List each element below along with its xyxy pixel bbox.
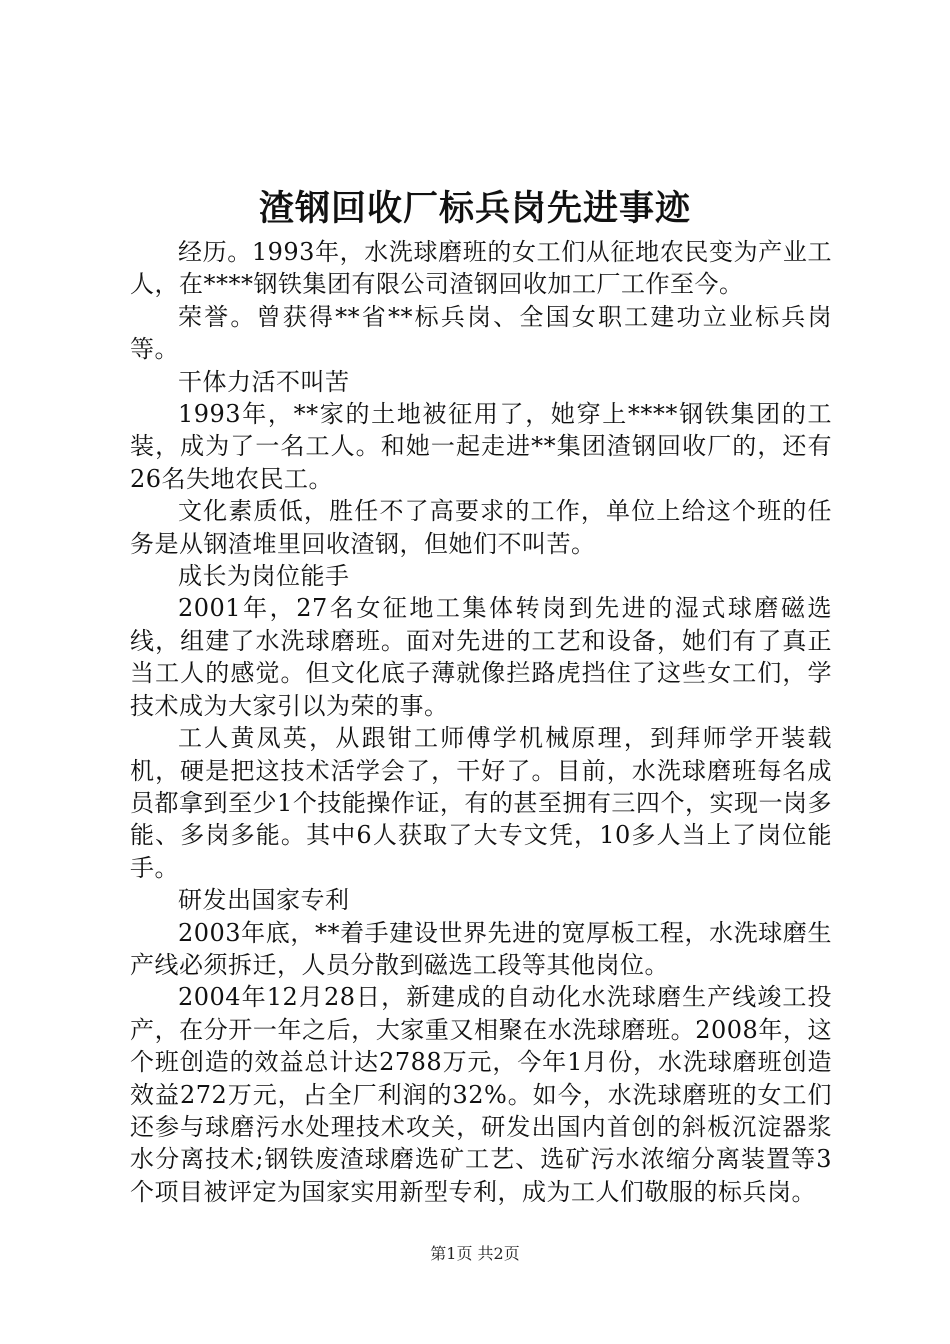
- section-heading-hard-work: 干体力活不叫苦: [178, 367, 350, 396]
- section-heading-growth: 成长为岗位能手: [178, 562, 350, 591]
- paragraph-2001: 2001年，27名女征地工集体转岗到先进的湿式球磨磁选线，组建了水洗球磨班。面对先进的工艺和设备，她们有了真正当工人的感觉。但文化底子薄就像拦路虎挡住了这些女工们，学技术成为大家引以为荣的事。: [130, 594, 832, 720]
- paragraph-huang-fengying: 工人黄凤英，从跟钳工师傅学机械原理，到拜师学开装载机，硬是把这技术活学会了，干好了。目前，水洗球磨班每名成员都拿到至少1个技能操作证，有的甚至拥有三四个，实现一岗多能、多岗多能。其中6人获取了大专文凭，10多人当上了岗位能手。: [130, 724, 832, 882]
- section-heading-patents: 研发出国家专利: [178, 886, 350, 915]
- document-body: [130, 236, 832, 1208]
- paragraph-experience: 经历。1993年，水洗球磨班的女工们从征地农民变为产业工人，在****钢铁集团有限公司渣钢回收加工厂工作至今。: [130, 238, 832, 299]
- page-number-footer: 第1页 共2页: [430, 1244, 520, 1263]
- paragraph-2004: 2004年12月28日，新建成的自动化水洗球磨生产线竣工投产，在分开一年之后，大家重又相聚在水洗球磨班。2008年，这个班创造的效益总计达2788万元，今年1月份，水洗球磨班创造效益272万元，占全厂利润的32%。如今，水洗球磨班的女工们还参与球磨污水处理技术攻关，研发出国内首创的斜板沉淀器浆水分离技术;钢铁废渣球磨选矿工艺、选矿污水浓缩分离装置等3个项目被评定为国家实用新型专利，成为工人们敬服的标兵岗。: [130, 983, 832, 1206]
- paragraph-honors: 荣誉。曾获得**省**标兵岗、全国女职工建功立业标兵岗等。: [130, 302, 832, 364]
- paragraph-2003: 2003年底，**着手建设世界先进的宽厚板工程，水洗球磨生产线必须拆迁，人员分散到磁选工段等其他岗位。: [130, 918, 832, 979]
- document-title: 渣钢回收厂标兵岗先进事迹: [258, 188, 691, 229]
- paragraph-1993: 1993年，**家的土地被征用了，她穿上****钢铁集团的工装，成为了一名工人。和她一起走进**集团渣钢回收厂的，还有26名失地农民工。: [130, 400, 832, 493]
- paragraph-low-education: 文化素质低，胜任不了高要求的工作，单位上给这个班的任务是从钢渣堆里回收渣钢，但她们不叫苦。: [130, 497, 832, 558]
